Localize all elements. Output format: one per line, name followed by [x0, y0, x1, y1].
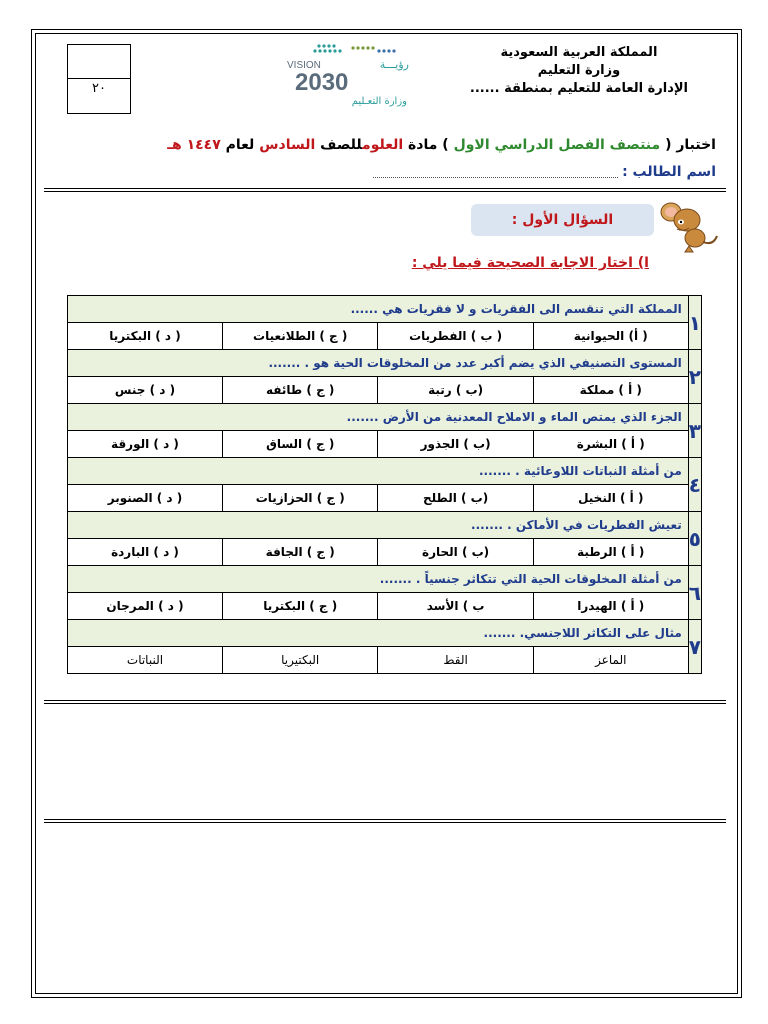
question-row [68, 350, 702, 377]
question-number: ١ [688, 296, 701, 350]
question-stem: من أمثلة النباتات اللاوعائية . ....... [68, 458, 689, 485]
question-stem: مثال على التكاثر اللاجنسي. ....... [68, 620, 689, 647]
ministry-header [470, 44, 688, 98]
answer-option[interactable]: ( ج ) الساق [222, 431, 377, 458]
answer-option[interactable]: ( أ ) البشرة [533, 431, 688, 458]
options-row [68, 323, 702, 350]
answer-option[interactable]: (ب ) رتبة [378, 377, 533, 404]
answer-option[interactable]: (ب ) الجذور [378, 431, 533, 458]
question-number: ٥ [688, 512, 701, 566]
answer-option[interactable]: ( ج ) البكتريا [222, 593, 377, 620]
answer-option[interactable]: ( د ) الصنوبر [68, 485, 223, 512]
score-divider [68, 78, 130, 79]
question-row [68, 566, 702, 593]
header-divider [44, 188, 726, 189]
answer-option[interactable]: ( د ) المرجان [68, 593, 223, 620]
answer-option[interactable]: ( أ ) الرطبة [533, 539, 688, 566]
answer-option[interactable]: ( د ) الورقة [68, 431, 223, 458]
answer-option[interactable]: ( د ) البكتريا [68, 323, 223, 350]
answer-option[interactable]: ( ج ) طائفه [222, 377, 377, 404]
options-row [68, 431, 702, 458]
exam-year: ١٤٤٧ هـ [167, 137, 221, 153]
ministry-name: وزارة التعليم [537, 63, 621, 78]
answer-option[interactable]: (ب ) الحارة [378, 539, 533, 566]
answer-option[interactable]: القط [378, 647, 533, 674]
section-divider-2 [44, 703, 726, 704]
options-row [68, 593, 702, 620]
vision-2030-logo [283, 42, 411, 108]
exam-title-prefix: اختبار ( [665, 137, 716, 153]
question-stem: المستوى التصنيفي الذي يضم أكبر عدد من المخلوقات الحية هو . ....... [68, 350, 689, 377]
mcq-table [67, 295, 702, 674]
student-name-field[interactable] [373, 177, 618, 178]
options-row [68, 485, 702, 512]
question-row [68, 512, 702, 539]
options-row [68, 539, 702, 566]
answer-option[interactable]: ( ج ) الجافة [222, 539, 377, 566]
answer-option[interactable]: ( ج ) الطلانعيات [222, 323, 377, 350]
exam-term: منتصف الفصل الدراسي الاول [453, 137, 661, 153]
question-stem: تعيش الفطريات في الأماكن . ....... [68, 512, 689, 539]
student-name-label: اسم الطالب : [622, 164, 716, 180]
question-row [68, 296, 702, 323]
header-divider-2 [44, 191, 726, 192]
question-number: ٢ [688, 350, 701, 404]
total-score: ٢٠ [92, 81, 106, 96]
section-divider-lower-2 [44, 822, 726, 823]
score-box [67, 44, 131, 114]
answer-option[interactable]: البكتيريا [222, 647, 377, 674]
question-stem: المملكة التي تنقسم الى الفقريات و لا فقريات هي ...... [68, 296, 689, 323]
exam-title [167, 137, 716, 153]
exam-year-prefix: لعام [225, 137, 255, 153]
answer-option[interactable]: الماعز [533, 647, 688, 674]
cartoon-mouse-icon [659, 202, 719, 254]
answer-option[interactable]: ( أ ) الهيدرا [533, 593, 688, 620]
logo-year: 2030 [295, 69, 349, 96]
exam-subject-prefix: ) مادة [408, 137, 449, 153]
options-row [68, 377, 702, 404]
answer-option[interactable]: ( د ) جنس [68, 377, 223, 404]
answer-option[interactable]: (ب ) الطلح [378, 485, 533, 512]
answer-option[interactable]: ( ب ) الفطريات [378, 323, 533, 350]
question-one-label: السؤال الأول : [471, 204, 654, 236]
exam-grade-prefix: للصف [320, 137, 363, 153]
question-row [68, 458, 702, 485]
question-number: ٤ [688, 458, 701, 512]
question-row [68, 404, 702, 431]
exam-subject: العلوم [362, 137, 404, 153]
logo-ministry: وزارة التعـليم [351, 96, 407, 107]
question-number: ٦ [688, 566, 701, 620]
question-number: ٣ [688, 404, 701, 458]
section-divider-lower [44, 819, 726, 820]
logo-vision-text: VISION [287, 60, 321, 71]
answer-option[interactable]: ( أ ) النخيل [533, 485, 688, 512]
directorate-name: الإدارة العامة للتعليم بمنطقة ...... [469, 81, 688, 96]
question-row [68, 620, 702, 647]
question-stem: من أمثلة المخلوقات الحية التي تتكاثر جنسياً . ....... [68, 566, 689, 593]
answer-option[interactable]: النباتات [68, 647, 223, 674]
section-divider [44, 700, 726, 701]
answer-option[interactable]: ب ) الأسد [378, 593, 533, 620]
question-number: ٧ [688, 620, 701, 674]
answer-option[interactable]: ( أ) الحيوانية [533, 323, 688, 350]
answer-option[interactable]: ( أ ) مملكة [533, 377, 688, 404]
kingdom-name: المملكة العربية السعودية [500, 45, 658, 60]
logo-dots-icon [313, 44, 395, 52]
exam-grade: السادس [259, 137, 316, 153]
logo-arabic-vision: رؤيـــة [379, 58, 409, 71]
question-stem: الجزء الذي يمتص الماء و الاملاح المعدنية من الأرض ....... [68, 404, 689, 431]
answer-option[interactable]: ( د ) الباردة [68, 539, 223, 566]
options-row [68, 647, 702, 674]
answer-option[interactable]: ( ج ) الحزازيات [222, 485, 377, 512]
instruction-text: ا) اختار الاجابة الصحيحة فيما يلي : [411, 255, 649, 271]
